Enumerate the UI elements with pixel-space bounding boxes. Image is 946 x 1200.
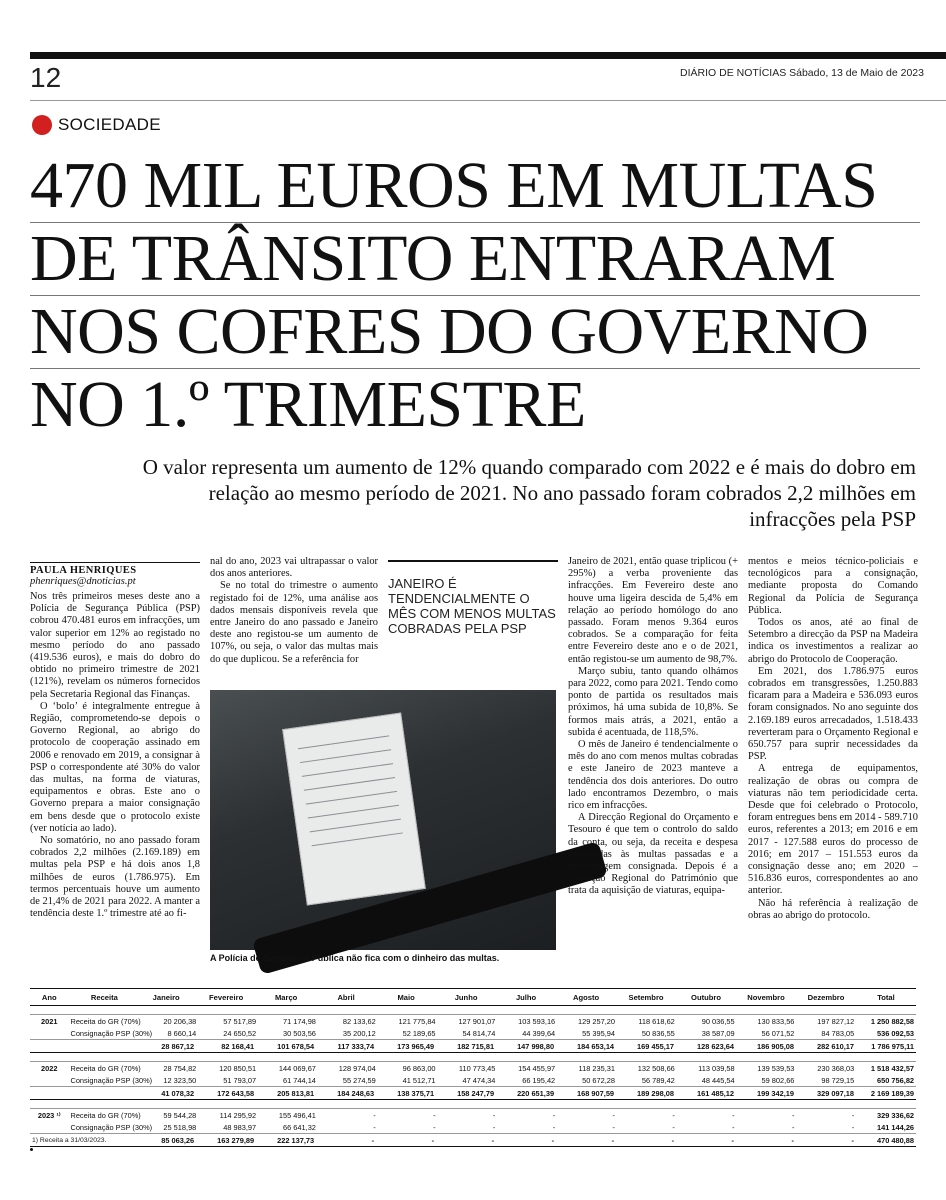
month-cell: 118 235,31: [578, 1063, 615, 1073]
header-cell: Dezembro: [807, 992, 845, 1002]
month-cell: 38 587,09: [701, 1028, 735, 1038]
masthead: DIÁRIO DE NOTÍCIAS Sábado, 13 de Maio de 2023: [680, 67, 924, 79]
photo-caption: A Polícia de Segurança Pública não fica com o dinheiro das multas.: [210, 953, 500, 963]
month-cell: 173 965,49: [397, 1041, 435, 1051]
month-cell: 121 775,84: [398, 1016, 436, 1026]
receita-cell: Receita do GR (70%): [70, 1063, 141, 1073]
header-cell: Total: [877, 992, 895, 1002]
month-cell: 189 298,08: [637, 1088, 675, 1098]
month-cell: 101 678,54: [277, 1041, 315, 1051]
month-cell: 59 802,66: [761, 1075, 795, 1085]
receita-cell: Receita do GR (70%): [70, 1110, 141, 1120]
total-cell: 536 092,53: [877, 1028, 915, 1038]
header-cell: Setembro: [628, 992, 664, 1002]
month-cell: 138 375,71: [397, 1088, 435, 1098]
month-cell: 103 593,16: [518, 1016, 556, 1026]
month-cell: -: [791, 1110, 795, 1120]
month-cell: 147 998,80: [517, 1041, 555, 1051]
page-end-dot: [30, 1148, 33, 1151]
month-cell: 222 137,73: [277, 1135, 315, 1145]
paragraph: nal do ano, 2023 vai ultrapassar o valor dos anos anteriores.: [210, 556, 378, 580]
month-cell: -: [373, 1122, 376, 1132]
header-cell: Junho: [454, 992, 478, 1002]
month-cell: 56 789,42: [641, 1075, 675, 1085]
month-cell: 82 168,41: [221, 1041, 255, 1051]
month-cell: 128 974,04: [338, 1063, 376, 1073]
month-cell: 128 623,64: [697, 1041, 735, 1051]
month-cell: -: [552, 1122, 556, 1132]
month-cell: 61 744,14: [283, 1075, 316, 1085]
month-cell: -: [371, 1135, 375, 1145]
month-cell: 66 195,42: [522, 1075, 556, 1085]
table-header: [30, 988, 916, 1006]
month-cell: 41 078,32: [161, 1088, 195, 1098]
table-total-row: [30, 1133, 916, 1146]
month-cell: 114 295,92: [219, 1110, 257, 1120]
month-cell: -: [612, 1110, 615, 1120]
month-cell: -: [433, 1110, 436, 1120]
paragraph: Janeiro de 2021, então quase triplicou (+ 295%) a verba proveniente das infracções. Em Fevereiro deste ano houve uma ligeira descida de 5,4% em relação ao período homólogo do ano passado. Foram menos 9.364 euros cobrados. Se a comparação for feita entre Fevereiro deste ano e o de 2021, então registou-se um aumento de 98,7%.: [568, 556, 738, 665]
paragraph: Em 2021, dos 1.786.975 euros cobrados em transgressões, 1.250.883 ficaram para a Madeira e 536.093 euros foram consignados. No ano seguinte dos 2.169.189 euros arrecadados, 1.518.433 reverteram para o Orçamento Regional e 650.757 para suprir necessidades da PSP.: [748, 665, 918, 763]
month-cell: 48 983,97: [223, 1122, 257, 1132]
month-cell: 169 455,17: [637, 1041, 675, 1051]
month-cell: -: [671, 1135, 675, 1145]
month-cell: -: [672, 1110, 675, 1120]
table-year-group: [30, 1061, 916, 1100]
month-cell: 57 517,89: [223, 1016, 257, 1026]
month-cell: 66 641,32: [283, 1122, 316, 1132]
header-cell: Fevereiro: [209, 992, 244, 1002]
header-cell: Abril: [337, 992, 355, 1002]
month-cell: 110 773,45: [458, 1063, 496, 1073]
month-cell: 282 610,17: [816, 1041, 854, 1051]
section-label: SOCIEDADE: [58, 115, 161, 134]
year-cell: 2023 ¹⁾: [37, 1110, 61, 1120]
month-cell: 96 863,00: [402, 1063, 436, 1073]
month-cell: 25 518,98: [163, 1122, 197, 1132]
section-tag: [32, 115, 161, 135]
headline-line: NOS COFRES DO GOVERNO: [30, 296, 920, 369]
month-cell: 161 485,12: [697, 1088, 735, 1098]
paragraph: Março subiu, tanto quando olhámos para 2022, como para 2021. Tendo como ponto de partida os resultados mais próximos, há uma subida de 10,8%. Se formos mais atrás, a 2021, então a subida é acentuada, de 118,5%.: [568, 665, 738, 738]
month-cell: 84 783,05: [821, 1028, 855, 1038]
month-cell: 130 833,56: [757, 1016, 795, 1026]
month-cell: 329 097,18: [816, 1088, 854, 1098]
header-cell: Março: [274, 992, 298, 1002]
month-cell: 98 729,15: [821, 1075, 855, 1085]
receita-cell: Receita do GR (70%): [70, 1016, 141, 1026]
month-cell: 28 754,82: [163, 1063, 197, 1073]
table-row: [30, 1074, 916, 1086]
month-cell: -: [431, 1135, 435, 1145]
headline-line: 470 MIL EUROS EM MULTAS: [30, 150, 920, 223]
paragraph: O mês de Janeiro é tendencialmente o mês do ano com menos multas cobradas e este Janeiro de 2023 manteve a tendência dos dois anteriores. Do outro lado encontramos Dezembro, o mais rico em infracções.: [568, 739, 738, 812]
month-cell: -: [731, 1135, 735, 1145]
paragraph: O ‘bolo’ é integralmente entregue à Região, comprometendo-se depois o Governo Regional, ao abrigo do protocolo de cooperação assinado em 2006 e renovado em 2019, a consignar à PSP o correspondente até 30% do valor das multas, na forma de viaturas, equipamentos e obras. Este ano o Governo prepara a maior consignação em bens desde que o protocolo existe (ver notícia ao lado).: [30, 700, 200, 834]
pull-quote: JANEIRO É TENDENCIALMENTE O MÊS COM MENOS MULTAS COBRADAS PELA PSP: [388, 560, 558, 636]
table-total-row: [30, 1086, 916, 1099]
table-body: [30, 1014, 916, 1147]
month-cell: 220 651,39: [517, 1088, 555, 1098]
paragraph: Todos os anos, até ao final de Setembro a direcção da PSP na Madeira indica os investimentos a realizar ao abrigo do Protocolo de Cooperação.: [748, 617, 918, 665]
table-year-group: [30, 1108, 916, 1147]
month-cell: 184 653,14: [577, 1041, 615, 1051]
month-cell: 199 342,19: [757, 1088, 794, 1098]
month-cell: 158 247,79: [457, 1088, 495, 1098]
month-cell: 120 850,51: [219, 1063, 257, 1073]
month-cell: -: [732, 1122, 735, 1132]
month-cell: -: [612, 1122, 615, 1132]
month-cell: -: [492, 1122, 496, 1132]
month-cell: 28 867,12: [161, 1041, 195, 1051]
table-year-group: [30, 1014, 916, 1053]
table-row: [30, 1015, 916, 1027]
header-cell: Janeiro: [152, 992, 180, 1002]
total-cell: 1 786 975,11: [871, 1041, 914, 1051]
body-column-3: [568, 556, 738, 966]
paragraph: A entrega de equipamentos, realização de obras ou compra de viaturas não tem periodicidade certa. Desde que foi celebrado o Protocolo, foram entregues bens em 2014 - 589.710 euros, referentes a 2013; em 2016 e em 2017 - 127.588 euros do processo de 2016; em 2017 – 151.553 euros da consignação desse ano; em 2020 – 516.836 euros, correspondentes ao ano anterior.: [748, 763, 918, 897]
year-cell: 2022: [41, 1063, 58, 1073]
standfirst: O valor representa um aumento de 12% quando comparado com 2022 e é mais do dobro em relação ao mesmo período de 2021. No ano passado foram cobrados 2,2 milhões em infracções pela PSP: [142, 455, 916, 531]
month-cell: 20 206,38: [163, 1016, 197, 1026]
header-cell: Novembro: [747, 992, 785, 1002]
month-cell: -: [492, 1110, 496, 1120]
fines-table: [30, 988, 916, 1147]
month-cell: 129 257,20: [577, 1016, 615, 1026]
header-cell: Julho: [515, 992, 537, 1002]
headline-line: DE TRÂNSITO ENTRARAM: [30, 223, 920, 296]
month-cell: 35 200,12: [342, 1028, 376, 1038]
article-photo: [210, 690, 556, 950]
table-footnote: 1) Receita a 31/03/2023.: [32, 1137, 107, 1144]
total-cell: 470 480,88: [876, 1135, 914, 1145]
month-cell: -: [791, 1122, 795, 1132]
receita-cell: Consignação PSP (30%): [70, 1122, 153, 1132]
receita-cell: Consignação PSP (30%): [70, 1075, 153, 1085]
total-cell: 650 756,82: [877, 1075, 915, 1085]
masthead-rule: [30, 100, 946, 101]
header-cell: Receita: [90, 992, 118, 1002]
month-cell: -: [851, 1135, 854, 1145]
body-column-1: [30, 591, 200, 961]
table-row: [30, 1062, 916, 1074]
year-cell: 2021: [41, 1016, 58, 1026]
month-cell: 127 901,07: [458, 1016, 496, 1026]
month-cell: -: [491, 1135, 495, 1145]
month-cell: 82 133,62: [342, 1016, 376, 1026]
month-cell: -: [433, 1122, 436, 1132]
table-row: [30, 1121, 916, 1133]
month-cell: 186 905,08: [757, 1041, 794, 1051]
paragraph: mentos e meios técnico-policiais e tecnológicos para a consignação, mediante proposta do Comando Regional da Polícia de Segurança Pública.: [748, 556, 918, 616]
headline-line: NO 1.º TRIMESTRE: [30, 368, 586, 441]
month-cell: 172 643,58: [217, 1088, 255, 1098]
month-cell: 182 715,81: [457, 1041, 495, 1051]
month-cell: 59 544,28: [163, 1110, 197, 1120]
section-dot-icon: [32, 115, 52, 135]
month-cell: -: [851, 1110, 855, 1120]
paragraph: Nos três primeiros meses deste ano a Polícia de Segurança Pública (PSP) cobrou 470.481 euros em infracções, um valor superior em 12% ao registado no mesmo período do ano passado (419.536 euros), e mais do dobro do obtido no primeiro trimestre de 2021 (121%), revelam os números fornecidos pela Secretaria Regional das Finanças.: [30, 591, 200, 700]
paragraph: A Direcção Regional do Orçamento e Tesouro é que tem o controlo do saldo da conta, ou seja, da receita e despesa associadas às multas passadas e a percentagem consignada. Depois é a Direcção Regional do Património que trata da aquisição de viaturas, equipa-: [568, 812, 738, 897]
month-cell: 90 036,55: [701, 1016, 735, 1026]
table-total-row: [30, 1039, 916, 1052]
month-cell: 50 836,55: [641, 1028, 675, 1038]
month-cell: 154 455,97: [518, 1063, 556, 1073]
month-cell: 168 907,59: [577, 1088, 615, 1098]
month-cell: 132 508,66: [637, 1063, 675, 1073]
headline: [30, 150, 920, 442]
month-cell: 48 445,54: [701, 1075, 735, 1085]
paragraph: Não há referência à realização de obras ao abrigo do protocolo.: [748, 897, 918, 921]
month-cell: -: [791, 1135, 794, 1145]
month-cell: 205 813,81: [277, 1088, 315, 1098]
month-cell: 230 368,03: [817, 1063, 855, 1073]
total-cell: 141 144,26: [877, 1122, 915, 1132]
month-cell: 155 496,41: [278, 1110, 316, 1120]
month-cell: 163 279,89: [217, 1135, 255, 1145]
month-cell: -: [373, 1110, 376, 1120]
receita-cell: Consignação PSP (30%): [70, 1028, 153, 1038]
header-cell: Agosto: [572, 992, 600, 1002]
month-cell: 12 323,50: [163, 1075, 197, 1085]
month-cell: 85 063,26: [161, 1135, 195, 1145]
month-cell: 55 274,59: [342, 1075, 376, 1085]
month-cell: 139 539,53: [757, 1063, 795, 1073]
parking-ticket-image: [282, 713, 426, 906]
month-cell: -: [611, 1135, 615, 1145]
month-cell: 24 650,52: [223, 1028, 257, 1038]
month-cell: 8 660,14: [167, 1028, 197, 1038]
header-cell: Outubro: [691, 992, 721, 1002]
month-cell: 197 827,12: [817, 1016, 855, 1026]
paragraph: No somatório, no ano passado foram cobrados 2,2 milhões (2.169.189) em multas pela PSP e há dois anos 1,8 milhões de euros (1.786.975). Em termos percentuais houve um aumento de 21,4% de 2021 para 2022. A manter a tendência deste 1.º trimestre até ao fi-: [30, 835, 200, 920]
month-cell: 44 399,64: [522, 1028, 556, 1038]
body-column-2: [210, 556, 378, 686]
table-row: [30, 1027, 916, 1039]
table-row: [30, 1109, 916, 1121]
month-cell: 55 395,94: [582, 1028, 615, 1038]
month-cell: 47 474,34: [462, 1075, 496, 1085]
month-cell: -: [672, 1122, 675, 1132]
month-cell: 144 069,67: [278, 1063, 316, 1073]
month-cell: 41 512,71: [402, 1075, 436, 1085]
month-cell: 56 071,52: [761, 1028, 795, 1038]
month-cell: -: [851, 1122, 855, 1132]
top-rule: [30, 52, 946, 59]
author-name: PAULA HENRIQUES: [30, 565, 137, 576]
total-cell: 329 336,62: [877, 1110, 915, 1120]
month-cell: 52 189,65: [402, 1028, 436, 1038]
month-cell: -: [551, 1135, 555, 1145]
header-cell: Ano: [41, 992, 57, 1002]
month-cell: 50 672,28: [582, 1075, 615, 1085]
month-cell: 30 503,56: [283, 1028, 316, 1038]
page-number: 12: [30, 62, 62, 93]
byline: [30, 562, 200, 587]
month-cell: -: [732, 1110, 735, 1120]
month-cell: 118 618,62: [638, 1016, 675, 1026]
total-cell: 1 518 432,57: [870, 1063, 915, 1073]
month-cell: -: [552, 1110, 556, 1120]
month-cell: 113 039,58: [698, 1063, 735, 1073]
month-cell: 51 793,07: [223, 1075, 257, 1085]
body-column-4: [748, 556, 918, 966]
month-cell: 71 174,98: [283, 1016, 316, 1026]
author-email[interactable]: phenriques@dnoticias.pt: [30, 576, 136, 587]
paragraph: Se no total do trimestre o aumento registado foi de 12%, uma análise aos dados mensais disponíveis revela que entre Janeiro do ano passado e Janeiro deste ano registou-se um aumento de 107%, ou seja, o valor das multas mais do que duplicou. Se a referência for: [210, 580, 378, 665]
month-cell: 184 248,63: [337, 1088, 375, 1098]
total-cell: 2 169 189,39: [870, 1088, 914, 1098]
month-cell: 117 333,74: [337, 1041, 375, 1051]
total-cell: 1 250 882,58: [870, 1016, 915, 1026]
month-cell: 54 814,74: [462, 1028, 496, 1038]
header-cell: Maio: [397, 992, 415, 1002]
